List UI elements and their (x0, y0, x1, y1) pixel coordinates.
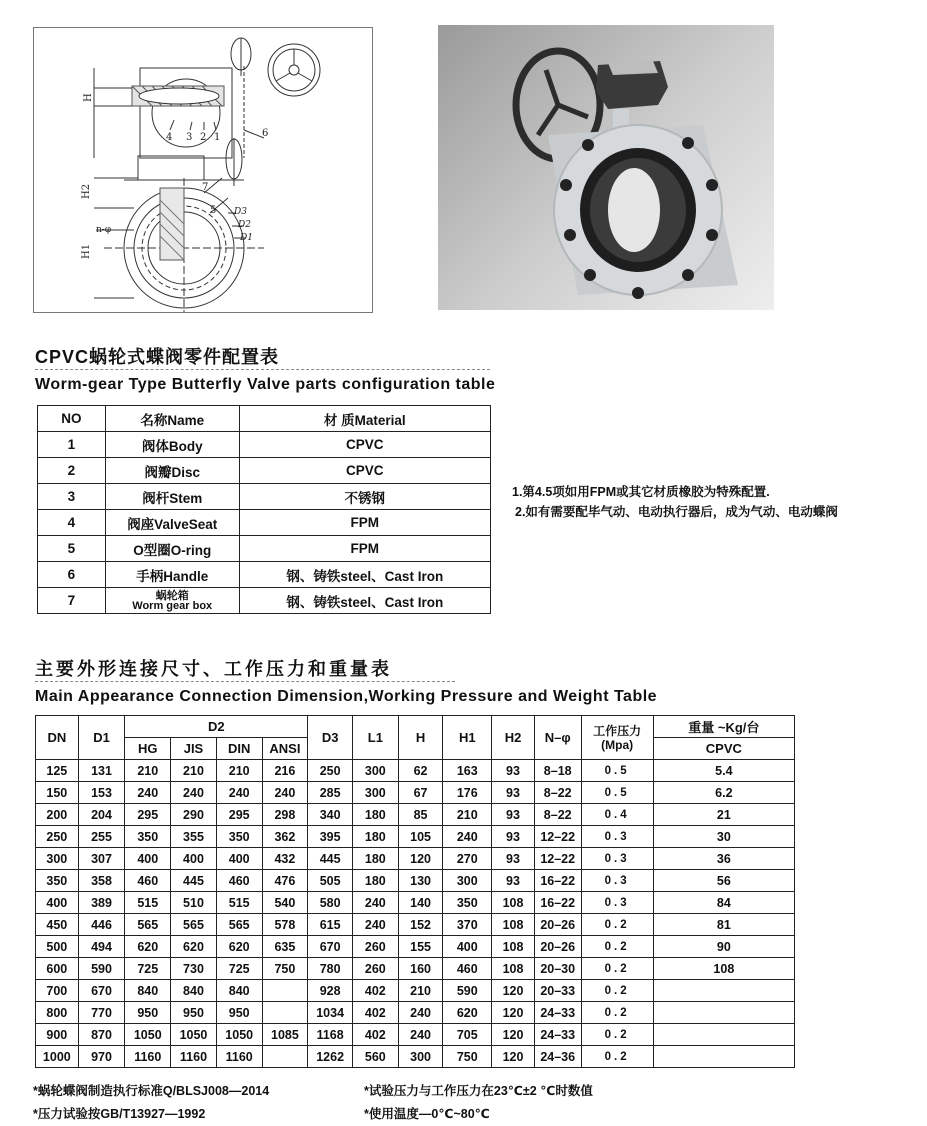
title-divider (35, 681, 455, 682)
part-number-7: 7 (202, 182, 209, 193)
header-h1: H1 (443, 716, 492, 760)
cell-d2-jis: 620 (171, 936, 217, 958)
cell-d2-hg: 1160 (125, 1046, 171, 1068)
cell-d2-ansi: 750 (262, 958, 308, 980)
cell-d2-din: 1050 (216, 1024, 262, 1046)
cell-d2-hg: 460 (125, 870, 171, 892)
cell-n-phi: 8–18 (534, 760, 581, 782)
part-name: O型圈O-ring (105, 536, 239, 562)
cell-weight-cpvc: 6.2 (653, 782, 794, 804)
cell-d2-jis: 355 (171, 826, 217, 848)
cell-working-pressure: 0.3 (581, 892, 653, 914)
header-l1: L1 (352, 716, 398, 760)
cell-d2-ansi: 362 (262, 826, 308, 848)
table-row (36, 936, 795, 958)
technical-drawing (33, 27, 373, 313)
cell-d2-din: 240 (216, 782, 262, 804)
cell-h1: 210 (443, 804, 492, 826)
cell-l1: 300 (352, 760, 398, 782)
cell-d3: 580 (308, 892, 353, 914)
dim-label-h2: H2 (81, 183, 92, 199)
header-hg: HG (125, 738, 171, 760)
dim-label-d2: D2 (238, 220, 251, 230)
cell-working-pressure: 0.2 (581, 1024, 653, 1046)
cell-l1: 560 (352, 1046, 398, 1068)
part-name-cn: 蜗轮箱 (155, 589, 189, 602)
note-2: 2.如有需要配毕气动、电动执行器后，成为气动、电动蝶阀 (515, 505, 838, 519)
table-row (36, 826, 795, 848)
cell-h: 160 (398, 958, 443, 980)
cell-d2-ansi: 216 (262, 760, 308, 782)
cell-d2-hg: 210 (125, 760, 171, 782)
cell-h: 67 (398, 782, 443, 804)
part-no: 7 (38, 588, 106, 614)
cell-n-phi: 8–22 (534, 782, 581, 804)
cell-working-pressure: 0.2 (581, 980, 653, 1002)
table-row (36, 914, 795, 936)
cell-working-pressure: 0.2 (581, 958, 653, 980)
part-material: 钢、铸铁steel、Cast Iron (239, 562, 490, 588)
cell-n-phi: 20–26 (534, 914, 581, 936)
part-number-6: 6 (262, 128, 269, 139)
cell-d2-hg: 565 (125, 914, 171, 936)
cell-d2-din: 515 (216, 892, 262, 914)
cell-h2: 120 (492, 1002, 535, 1024)
cell-d2-din: 460 (216, 870, 262, 892)
dim-label-d3: D3 (234, 207, 247, 217)
cell-dn: 450 (36, 914, 79, 936)
cell-h1: 163 (443, 760, 492, 782)
cell-d2-ansi (262, 1046, 308, 1068)
cell-h1: 750 (443, 1046, 492, 1068)
header-d2: D2 (125, 716, 308, 738)
cell-d2-din: 950 (216, 1002, 262, 1024)
cell-d1: 307 (78, 848, 125, 870)
part-name: 手柄Handle (105, 562, 239, 588)
part-name: 阀杆Stem (105, 484, 239, 510)
cell-d3: 928 (308, 980, 353, 1002)
header-n-phi: N–φ (534, 716, 581, 760)
cell-h2: 120 (492, 1024, 535, 1046)
header-weight-material: CPVC (653, 738, 794, 760)
table-row (38, 510, 491, 536)
cell-d2-jis: 210 (171, 760, 217, 782)
cell-d2-jis: 950 (171, 1002, 217, 1024)
cell-h1: 270 (443, 848, 492, 870)
note-1: 1.第4.5项如用FPM或其它材质橡胶为特殊配置. (512, 485, 770, 499)
cell-n-phi: 12–22 (534, 826, 581, 848)
cell-d2-hg: 1050 (125, 1024, 171, 1046)
cell-n-phi: 20–26 (534, 936, 581, 958)
cell-l1: 402 (352, 1024, 398, 1046)
cell-d2-ansi (262, 1002, 308, 1024)
cell-l1: 180 (352, 848, 398, 870)
cell-d1: 358 (78, 870, 125, 892)
part-material: 不锈钢 (239, 484, 490, 510)
cell-h1: 176 (443, 782, 492, 804)
cell-d2-din: 725 (216, 958, 262, 980)
header-d1: D1 (78, 716, 125, 760)
header-no: NO (38, 406, 106, 432)
cell-d1: 255 (78, 826, 125, 848)
cell-d3: 285 (308, 782, 353, 804)
cell-d2-jis: 510 (171, 892, 217, 914)
cell-d2-ansi: 476 (262, 870, 308, 892)
cell-dn: 200 (36, 804, 79, 826)
cell-d1: 770 (78, 1002, 125, 1024)
cell-l1: 180 (352, 826, 398, 848)
cell-n-phi: 16–22 (534, 892, 581, 914)
cell-d2-hg: 725 (125, 958, 171, 980)
title-divider (35, 369, 490, 370)
cell-h2: 93 (492, 782, 535, 804)
cell-n-phi: 8–22 (534, 804, 581, 826)
part-number-3: 3 (186, 132, 193, 143)
cell-d3: 1168 (308, 1024, 353, 1046)
dimension-title-en: Main Appearance Connection Dimension,Working Pressure and Weight Table (35, 688, 658, 705)
cell-d1: 590 (78, 958, 125, 980)
cell-working-pressure: 0.5 (581, 760, 653, 782)
table-row (36, 848, 795, 870)
cell-d2-jis: 840 (171, 980, 217, 1002)
cell-d2-ansi: 432 (262, 848, 308, 870)
part-number-2: 2 (200, 132, 207, 143)
cell-working-pressure: 0.2 (581, 1046, 653, 1068)
part-material: 钢、铸铁steel、Cast Iron (239, 588, 490, 614)
table-row (38, 432, 491, 458)
cell-dn: 600 (36, 958, 79, 980)
table-row (36, 782, 795, 804)
cell-h1: 350 (443, 892, 492, 914)
table-row (36, 892, 795, 914)
cell-working-pressure: 0.3 (581, 870, 653, 892)
cell-l1: 260 (352, 936, 398, 958)
cell-h1: 370 (443, 914, 492, 936)
cell-d2-hg: 620 (125, 936, 171, 958)
cell-h2: 120 (492, 980, 535, 1002)
cell-d2-jis: 240 (171, 782, 217, 804)
cell-weight-cpvc (653, 980, 794, 1002)
part-no: 2 (38, 458, 106, 484)
part-number-4: 4 (166, 132, 173, 143)
cell-working-pressure: 0.2 (581, 936, 653, 958)
cell-d2-ansi: 540 (262, 892, 308, 914)
cell-dn: 500 (36, 936, 79, 958)
part-material: CPVC (239, 432, 490, 458)
cell-weight-cpvc: 36 (653, 848, 794, 870)
cell-d2-ansi: 635 (262, 936, 308, 958)
cell-d2-din: 620 (216, 936, 262, 958)
footnote-pressure-test: *压力试验按GB/T13927—1992 (33, 1107, 206, 1121)
part-name-en: Worm gear box (132, 599, 213, 612)
cell-d2-hg: 295 (125, 804, 171, 826)
header-dn: DN (36, 716, 79, 760)
cell-d1: 670 (78, 980, 125, 1002)
cell-weight-cpvc: 84 (653, 892, 794, 914)
cell-d1: 970 (78, 1046, 125, 1068)
parts-title-cn: CPVC蜗轮式蝶阀零件配置表 (35, 347, 280, 367)
cell-dn: 700 (36, 980, 79, 1002)
cell-n-phi: 12–22 (534, 848, 581, 870)
cell-d2-din: 1160 (216, 1046, 262, 1068)
dim-label-n-phi: n-φ (96, 225, 112, 235)
cell-l1: 240 (352, 914, 398, 936)
cell-h: 300 (398, 1046, 443, 1068)
cell-dn: 350 (36, 870, 79, 892)
part-material: FPM (239, 536, 490, 562)
cell-h2: 93 (492, 870, 535, 892)
cell-h: 120 (398, 848, 443, 870)
header-material: 材 质Material (239, 406, 490, 432)
cell-n-phi: 24–36 (534, 1046, 581, 1068)
cell-d2-ansi: 578 (262, 914, 308, 936)
cell-l1: 402 (352, 980, 398, 1002)
table-row (36, 870, 795, 892)
cell-l1: 180 (352, 870, 398, 892)
cell-d2-hg: 240 (125, 782, 171, 804)
cell-dn: 800 (36, 1002, 79, 1024)
part-name: 阀瓣Disc (105, 458, 239, 484)
cell-h: 62 (398, 760, 443, 782)
part-name: 阀座ValveSeat (105, 510, 239, 536)
cell-h1: 300 (443, 870, 492, 892)
table-row (36, 804, 795, 826)
cell-weight-cpvc: 30 (653, 826, 794, 848)
cell-weight-cpvc (653, 1024, 794, 1046)
part-no: 6 (38, 562, 106, 588)
header-pressure-unit: (Mpa) (601, 737, 634, 752)
cell-h: 240 (398, 1024, 443, 1046)
dimension-header-row (36, 716, 795, 738)
dim-label-d1: D1 (240, 233, 253, 243)
cell-d2-din: 400 (216, 848, 262, 870)
cell-d3: 1034 (308, 1002, 353, 1024)
cell-h1: 240 (443, 826, 492, 848)
cell-d3: 1262 (308, 1046, 353, 1068)
cell-d3: 670 (308, 936, 353, 958)
cell-h1: 400 (443, 936, 492, 958)
cell-d2-hg: 350 (125, 826, 171, 848)
cell-working-pressure: 0.3 (581, 848, 653, 870)
table-row (36, 1046, 795, 1068)
cell-n-phi: 20–33 (534, 980, 581, 1002)
cell-h: 130 (398, 870, 443, 892)
cell-h2: 93 (492, 848, 535, 870)
cell-n-phi: 20–30 (534, 958, 581, 980)
cell-h2: 108 (492, 914, 535, 936)
cell-d2-ansi: 298 (262, 804, 308, 826)
cell-d2-jis: 730 (171, 958, 217, 980)
footnote-standard: *蜗轮蝶阀制造执行标准Q/BLSJ008—2014 (33, 1084, 270, 1098)
cell-weight-cpvc: 21 (653, 804, 794, 826)
parts-table (37, 405, 491, 614)
cell-d1: 870 (78, 1024, 125, 1046)
cell-l1: 180 (352, 804, 398, 826)
cell-d2-jis: 565 (171, 914, 217, 936)
cell-d2-hg: 840 (125, 980, 171, 1002)
cell-d1: 446 (78, 914, 125, 936)
part-no: 4 (38, 510, 106, 536)
parts-table-header-row (38, 406, 491, 432)
cell-n-phi: 16–22 (534, 870, 581, 892)
cell-d2-din: 840 (216, 980, 262, 1002)
cell-dn: 1000 (36, 1046, 79, 1068)
cell-weight-cpvc: 81 (653, 914, 794, 936)
cell-h: 240 (398, 1002, 443, 1024)
cell-h2: 93 (492, 760, 535, 782)
cell-h: 152 (398, 914, 443, 936)
cell-d3: 780 (308, 958, 353, 980)
cell-dn: 150 (36, 782, 79, 804)
cell-h2: 108 (492, 936, 535, 958)
cell-d2-ansi: 1085 (262, 1024, 308, 1046)
cell-working-pressure: 0.4 (581, 804, 653, 826)
table-row (38, 536, 491, 562)
cell-dn: 400 (36, 892, 79, 914)
part-name (105, 588, 239, 614)
part-material: FPM (239, 510, 490, 536)
cell-n-phi: 24–33 (534, 1002, 581, 1024)
cell-d2-jis: 445 (171, 870, 217, 892)
cell-d2-ansi: 240 (262, 782, 308, 804)
cell-d2-jis: 400 (171, 848, 217, 870)
part-no: 5 (38, 536, 106, 562)
cell-dn: 900 (36, 1024, 79, 1046)
part-number-5: 5 (210, 205, 217, 216)
dim-label-h: H (83, 93, 94, 102)
cell-weight-cpvc: 108 (653, 958, 794, 980)
cell-d3: 445 (308, 848, 353, 870)
cell-working-pressure: 0.5 (581, 782, 653, 804)
footnote-operating-temperature: *使用温度—0℃~80℃ (364, 1107, 490, 1121)
cell-d1: 389 (78, 892, 125, 914)
cell-d2-jis: 290 (171, 804, 217, 826)
dim-label-h1: H1 (81, 243, 92, 259)
cell-working-pressure: 0.3 (581, 826, 653, 848)
cell-d2-din: 295 (216, 804, 262, 826)
part-no: 1 (38, 432, 106, 458)
table-row (36, 980, 795, 1002)
header-d3: D3 (308, 716, 353, 760)
part-no: 3 (38, 484, 106, 510)
cell-weight-cpvc (653, 1002, 794, 1024)
cell-l1: 240 (352, 892, 398, 914)
cell-d1: 204 (78, 804, 125, 826)
cell-h1: 620 (443, 1002, 492, 1024)
cell-l1: 402 (352, 1002, 398, 1024)
header-h: H (398, 716, 443, 760)
cell-d2-din: 210 (216, 760, 262, 782)
cell-weight-cpvc: 56 (653, 870, 794, 892)
cell-weight-cpvc: 5.4 (653, 760, 794, 782)
header-name: 名称Name (105, 406, 239, 432)
butterfly-valve-image (438, 25, 774, 310)
cell-d2-hg: 950 (125, 1002, 171, 1024)
notes (512, 482, 838, 522)
cell-h1: 460 (443, 958, 492, 980)
cell-working-pressure: 0.2 (581, 914, 653, 936)
table-row (38, 562, 491, 588)
dimension-title-cn: 主要外形连接尺寸、工作压力和重量表 (35, 659, 392, 679)
cell-d3: 505 (308, 870, 353, 892)
cell-dn: 125 (36, 760, 79, 782)
cell-weight-cpvc (653, 1046, 794, 1068)
cell-dn: 300 (36, 848, 79, 870)
cell-d2-jis: 1050 (171, 1024, 217, 1046)
cell-d2-jis: 1160 (171, 1046, 217, 1068)
cell-d2-hg: 400 (125, 848, 171, 870)
cell-h2: 93 (492, 804, 535, 826)
part-number-1: 1 (214, 132, 221, 143)
cell-n-phi: 24–33 (534, 1024, 581, 1046)
dimension-table-body (36, 760, 795, 1068)
cell-h: 140 (398, 892, 443, 914)
cell-h: 85 (398, 804, 443, 826)
dimension-table (35, 715, 795, 1068)
table-row (38, 484, 491, 510)
cell-h2: 108 (492, 958, 535, 980)
cell-h: 105 (398, 826, 443, 848)
cell-working-pressure: 0.2 (581, 1002, 653, 1024)
header-h2: H2 (492, 716, 535, 760)
cell-d3: 340 (308, 804, 353, 826)
header-pressure (581, 716, 653, 760)
cell-d1: 494 (78, 936, 125, 958)
part-material: CPVC (239, 458, 490, 484)
table-row (36, 958, 795, 980)
product-photo (438, 25, 774, 310)
cell-d3: 250 (308, 760, 353, 782)
cell-d2-din: 565 (216, 914, 262, 936)
cell-dn: 250 (36, 826, 79, 848)
cell-d2-hg: 515 (125, 892, 171, 914)
cell-d2-din: 350 (216, 826, 262, 848)
table-row (36, 760, 795, 782)
cell-d1: 131 (78, 760, 125, 782)
cell-l1: 260 (352, 958, 398, 980)
gearbox-top-view (140, 68, 232, 158)
header-weight: 重量 ~Kg/台 (653, 716, 794, 738)
table-row (38, 588, 491, 614)
header-din: DIN (216, 738, 262, 760)
cell-d1: 153 (78, 782, 125, 804)
cell-d3: 615 (308, 914, 353, 936)
footnote-test-temperature: *试验压力与工作压力在23℃±2 ℃时数值 (364, 1084, 593, 1098)
table-row (36, 1002, 795, 1024)
cell-h2: 93 (492, 826, 535, 848)
table-row (38, 458, 491, 484)
cell-h2: 120 (492, 1046, 535, 1068)
cell-h1: 590 (443, 980, 492, 1002)
header-ansi: ANSI (262, 738, 308, 760)
cell-h2: 108 (492, 892, 535, 914)
valve-schematic (34, 28, 372, 312)
header-pressure-cn: 工作压力 (593, 723, 642, 738)
cell-h1: 705 (443, 1024, 492, 1046)
part-name: 阀体Body (105, 432, 239, 458)
cell-l1: 300 (352, 782, 398, 804)
cell-d3: 395 (308, 826, 353, 848)
parts-title-en: Worm-gear Type Butterfly Valve parts configuration table (35, 376, 496, 393)
header-jis: JIS (171, 738, 217, 760)
cell-weight-cpvc: 90 (653, 936, 794, 958)
table-row (36, 1024, 795, 1046)
cell-h: 155 (398, 936, 443, 958)
cell-d2-ansi (262, 980, 308, 1002)
cell-h: 210 (398, 980, 443, 1002)
